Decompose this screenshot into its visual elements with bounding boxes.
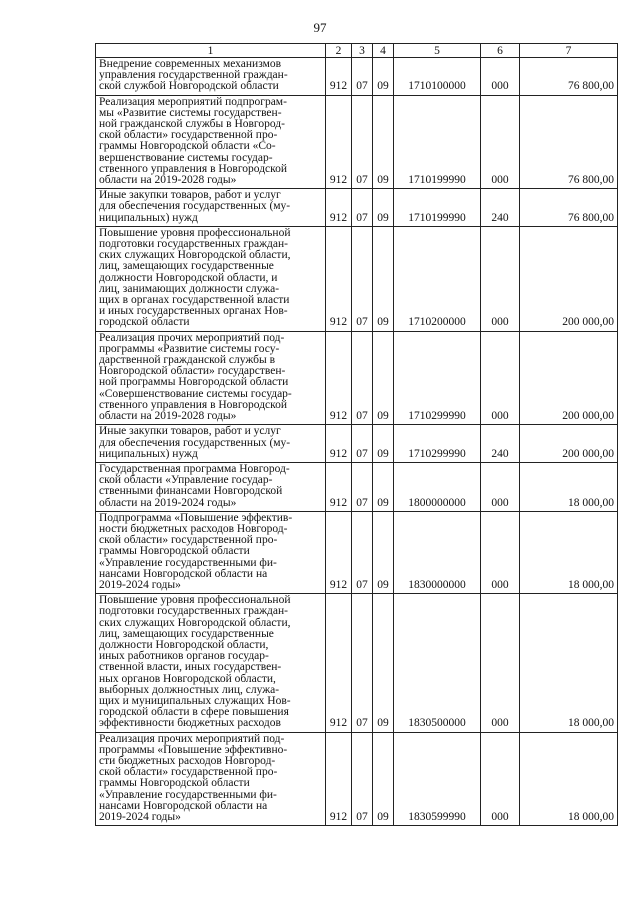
table-row [96,331,618,425]
row-section-code: 07 [352,425,373,463]
row-admin-code: 912 [326,58,352,96]
row-expense-type: 000 [481,462,520,511]
table-row [96,511,618,593]
row-amount: 200 000,00 [520,425,618,463]
row-subsection-code: 09 [373,511,394,593]
row-section-code: 07 [352,95,373,189]
row-admin-code: 912 [326,189,352,227]
row-admin-code: 912 [326,511,352,593]
row-section-code: 07 [352,331,373,425]
table-row [96,425,618,463]
header-cell-3: 3 [352,44,373,58]
header-cell-5: 5 [394,44,481,58]
row-target-article: 1830000000 [394,511,481,593]
table-row [96,95,618,189]
row-expense-type: 000 [481,331,520,425]
row-description [96,58,326,96]
row-description-text: Повышение уровня профессиональной подготовки государственных граждан- ских служащих Новгородской области, лиц, замещающих государственные должности Новгородской области, и лиц, занимающих должности служа- щих в органах государственной власти и иных государственных органах Нов- городской области [99,226,291,329]
row-description [96,226,326,331]
table-header-row [96,44,618,58]
row-expense-type: 000 [481,226,520,331]
budget-table [95,43,618,826]
header-cell-6: 6 [481,44,520,58]
row-admin-code: 912 [326,95,352,189]
row-subsection-code: 09 [373,189,394,227]
table-row [96,58,618,96]
header-cell-4: 4 [373,44,394,58]
row-subsection-code: 09 [373,95,394,189]
row-subsection-code: 09 [373,331,394,425]
row-amount: 76 800,00 [520,58,618,96]
row-amount: 18 000,00 [520,511,618,593]
row-amount: 18 000,00 [520,594,618,732]
page-number: 97 [313,20,327,35]
row-amount: 18 000,00 [520,732,618,826]
row-description [96,189,326,227]
row-admin-code: 912 [326,226,352,331]
row-target-article: 1710199990 [394,95,481,189]
row-amount: 76 800,00 [520,95,618,189]
table-row [96,226,618,331]
row-description [96,425,326,463]
row-section-code: 07 [352,594,373,732]
table-row [96,594,618,732]
table-row [96,189,618,227]
row-target-article: 1710299990 [394,425,481,463]
table-row [96,462,618,511]
row-description-text: Реализация прочих мероприятий под- программы «Развитие системы госу- дарственной гражданской службы в Новгородской области» государствен- ной программы Новгородской области «Совершенствование системы государ- ственного управления в Новгородской области на 2019-2028 годы» [99,331,292,423]
row-expense-type: 000 [481,594,520,732]
row-amount: 200 000,00 [520,331,618,425]
row-description-text: Реализация прочих мероприятий под- программы «Повышение эффективно- сти бюджетных расходов Новгород- ской области» государственной про- граммы Новгородской области «Управление государственными фи- нансами Новгородской области на 2019-2024 годы» [99,732,288,823]
row-section-code: 07 [352,511,373,593]
row-subsection-code: 09 [373,732,394,826]
row-admin-code: 912 [326,732,352,826]
header-cell-2: 2 [326,44,352,58]
row-expense-type: 000 [481,732,520,826]
row-amount: 18 000,00 [520,462,618,511]
row-description-text: Иные закупки товаров, работ и услуг для обеспечения государственных (му- ниципальных) нужд [99,189,291,224]
row-section-code: 07 [352,58,373,96]
row-section-code: 07 [352,462,373,511]
row-expense-type: 000 [481,95,520,189]
row-subsection-code: 09 [373,594,394,732]
row-target-article: 1830500000 [394,594,481,732]
row-target-article: 1710199990 [394,189,481,227]
row-section-code: 07 [352,189,373,227]
row-description [96,462,326,511]
row-expense-type: 240 [481,189,520,227]
row-target-article: 1830599990 [394,732,481,826]
row-expense-type: 240 [481,425,520,463]
row-admin-code: 912 [326,331,352,425]
table-row [96,732,618,826]
header-cell-1: 1 [96,44,326,58]
row-description-text: Внедрение современных механизмов управления государственной граждан- ской службой Новгородской области [99,58,288,93]
row-expense-type: 000 [481,58,520,96]
row-target-article: 1710200000 [394,226,481,331]
row-description-text: Повышение уровня профессиональной подготовки государственных граждан- ских служащих Новгородской области, лиц, замещающих государственные должности Новгородской области, иных работников органов государ- ственной власти, иных государствен- ных органов Новгородской области, выборных должностных лиц, служа- щих и муниципальных служащих Нов- городской области в сфере повышения эффективности бюджетных расходов [99,594,291,730]
row-description-text: Иные закупки товаров, работ и услуг для обеспечения государственных (му- ниципальных) нужд [99,425,291,460]
row-description [96,331,326,425]
row-subsection-code: 09 [373,226,394,331]
row-admin-code: 912 [326,425,352,463]
row-subsection-code: 09 [373,462,394,511]
row-target-article: 1800000000 [394,462,481,511]
row-section-code: 07 [352,226,373,331]
row-subsection-code: 09 [373,425,394,463]
row-description [96,594,326,732]
row-description-text: Реализация мероприятий подпрограм- мы «Развитие системы государствен- ной гражданской службы в Новгород- ской области» государственной про- граммы Новгородской области «Со- вершенствование системы государ- ственного управления в Новгородской области на 2019-2028 годы» [99,95,288,187]
row-amount: 76 800,00 [520,189,618,227]
row-description-text: Подпрограмма «Повышение эффектив- ности бюджетных расходов Новгород- ской области» государственной про- граммы Новгородской области «Управление государственными фи- нансами Новгородской области на 2019-2024 годы» [99,511,293,591]
row-description-text: Государственная программа Новгород- ской области «Управление государ- ственными финансами Новгородской области на 2019-2024 годы» [99,462,290,509]
row-target-article: 1710299990 [394,331,481,425]
row-admin-code: 912 [326,462,352,511]
row-subsection-code: 09 [373,58,394,96]
row-description [96,511,326,593]
row-target-article: 1710100000 [394,58,481,96]
row-amount: 200 000,00 [520,226,618,331]
row-description [96,95,326,189]
row-section-code: 07 [352,732,373,826]
row-description [96,732,326,826]
row-expense-type: 000 [481,511,520,593]
row-admin-code: 912 [326,594,352,732]
header-cell-7: 7 [520,44,618,58]
